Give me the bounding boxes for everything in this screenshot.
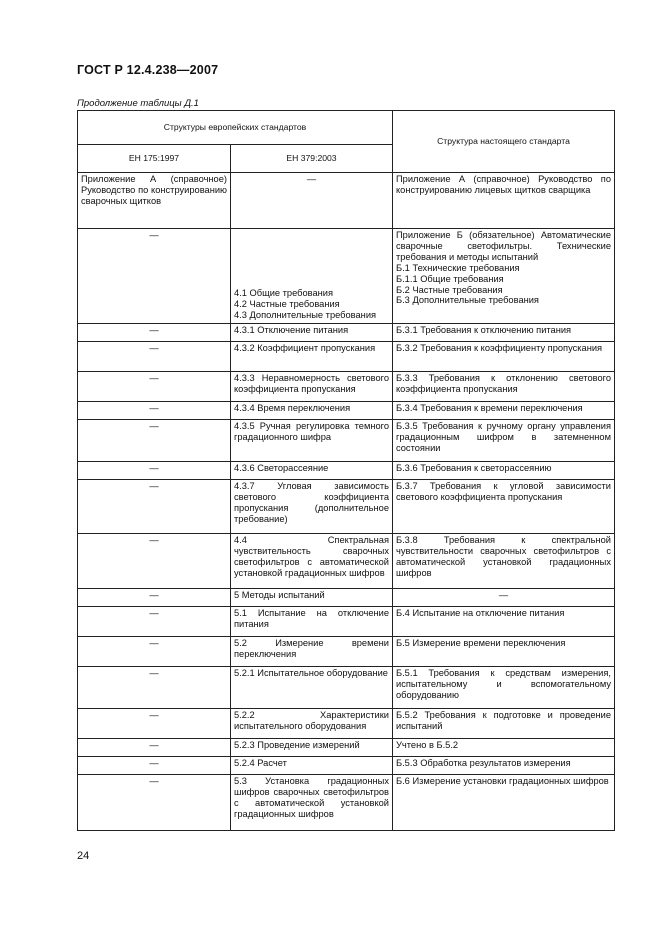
cell-en175: — [78,420,231,462]
cell-line: Б.1.1 Общие требования [396,273,504,284]
cell-en379: 4.3.4 Время переключения [231,402,393,420]
cell-line: Приложение Б (обязательное) Автоматические сварочные светофильтры. Технические требования и методы испытаний [396,230,611,262]
cell-en175: — [78,589,231,607]
en175-header: ЕН 175:1997 [78,145,231,173]
cell-en175: — [78,324,231,342]
this-standard-header: Структура настоящего стандарта [393,111,615,173]
cell-this-standard: Б.3.2 Требования к коэффициенту пропускания [393,342,615,372]
cell-this-standard: Б.3.3 Требования к отклонению светового коэффициента пропускания [393,372,615,402]
cell-this-standard: Приложение А (справочное) Руководство по конструированию лицевых щитков сварщика [393,173,615,229]
cell-en379: 5.2.1 Испытательное оборудование [231,667,393,709]
table-row [78,607,615,637]
cell-line: Б.2 Частные требования [396,284,503,295]
cell-line: 4.3 Дополнительные требования [234,310,377,321]
cell-en175: — [78,229,231,324]
cell-this-standard: Б.5.2 Требования к подготовке и проведение испытаний [393,709,615,739]
cell-line: 4.2 Частные требования [234,299,340,310]
table-row [78,534,615,589]
cell-this-standard: Б.3.8 Требования к спектральной чувствительности сварочных светофильтров с автоматической установкой градационных шифров [393,534,615,589]
cell-en175: — [78,637,231,667]
cell-en175: — [78,480,231,534]
table-row [78,324,615,342]
cell-line: 4.1 Общие требования [234,288,334,299]
cell-en379: 5.2.4 Расчет [231,757,393,775]
table-row [78,342,615,372]
table-row [78,775,615,831]
cell-en379: 5.3 Установка градационных шифров сварочных светофильтров с автоматической установкой градационных шифров [231,775,393,831]
cell-en175: — [78,534,231,589]
cell-this-standard: — [393,589,615,607]
cell-en379: 4.4 Спектральная чувствительность сварочных светофильтров с автоматической установкой градационных шифров [231,534,393,589]
european-standards-header: Структуры европейских стандартов [78,111,393,145]
cell-en175: — [78,775,231,831]
cell-en175: — [78,342,231,372]
cell-en379: 4.3.5 Ручная регулировка темного градационного шифра [231,420,393,462]
table-row [78,480,615,534]
cell-this-standard: Б.5 Измерение времени переключения [393,637,615,667]
cell-en175: — [78,757,231,775]
cell-en379: 5 Методы испытаний [231,589,393,607]
cell-en379: 5.2 Измерение времени переключения [231,637,393,667]
standards-table [77,110,615,831]
table-row [78,589,615,607]
table-row [78,667,615,709]
cell-en379: 5.1 Испытание на отключение питания [231,607,393,637]
cell-line: Б.3 Дополнительные требования [396,295,539,306]
en379-header: ЕН 379:2003 [231,145,393,173]
cell-this-standard: Б.3.1 Требования к отключению питания [393,324,615,342]
cell-line: Б.1 Технические требования [396,262,520,273]
cell-en379: 4.3.6 Светорассеяние [231,462,393,480]
table-row [78,402,615,420]
cell-this-standard: Учтено в Б.5.2 [393,739,615,757]
cell-en175: — [78,607,231,637]
document-header: ГОСТ Р 12.4.238—2007 [77,63,219,77]
table-row [78,757,615,775]
cell-this-standard: Б.3.7 Требования к угловой зависимости светового коэффициента пропускания [393,480,615,534]
cell-en175: — [78,709,231,739]
cell-en379: 4.3.7 Угловая зависимость светового коэффициента пропускания (дополнительное требование) [231,480,393,534]
cell-en175: — [78,402,231,420]
cell-en379: 4.3.2 Коэффициент пропускания [231,342,393,372]
cell-en175: — [78,739,231,757]
cell-en175: — [78,372,231,402]
cell-en379: 5.2.2 Характеристики испытательного оборудования [231,709,393,739]
cell-this-standard: Б.5.3 Обработка результатов измерения [393,757,615,775]
cell-en379: — [231,173,393,229]
cell-this-standard [393,229,615,324]
table-row [78,173,615,229]
cell-en379: 4.3.3 Неравномерность светового коэффициента пропускания [231,372,393,402]
cell-en175: Приложение А (справочное) Руководство по конструированию сварочных щитков [78,173,231,229]
cell-en379 [231,229,393,324]
cell-en379: 4.3.1 Отключение питания [231,324,393,342]
cell-en379: 5.2.3 Проведение измерений [231,739,393,757]
table-row [78,709,615,739]
table-row [78,739,615,757]
cell-en175: — [78,462,231,480]
cell-this-standard: Б.3.4 Требования к времени переключения [393,402,615,420]
cell-this-standard: Б.3.6 Требования к светорассеянию [393,462,615,480]
table-row [78,420,615,462]
cell-this-standard: Б.5.1 Требования к средствам измерения, испытательному и вспомогательному оборудованию [393,667,615,709]
table-caption: Продолжение таблицы Д.1 [77,98,199,109]
table-row [78,229,615,324]
cell-this-standard: Б.6 Измерение установки градационных шифров [393,775,615,831]
cell-this-standard: Б.4 Испытание на отключение питания [393,607,615,637]
table-row [78,372,615,402]
cell-this-standard: Б.3.5 Требования к ручному органу управления градационным шифром в затемненном состоянии [393,420,615,462]
cell-en175: — [78,667,231,709]
table-row [78,637,615,667]
page-number: 24 [77,850,90,862]
table-row [78,462,615,480]
